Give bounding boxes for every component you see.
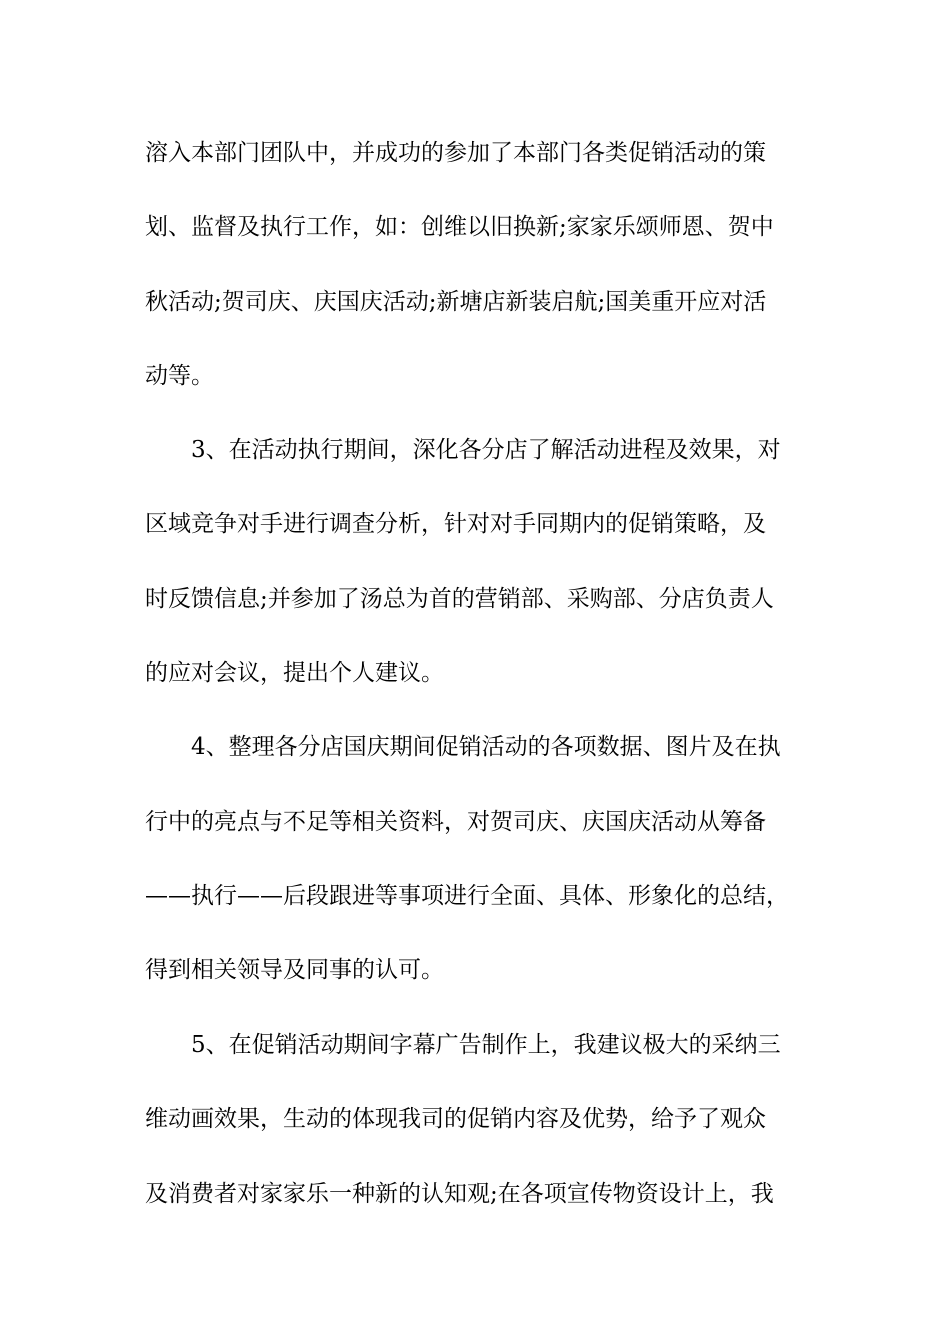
text-line-5: 3、在活动执行期间，深化各分店了解活动进程及效果，对 <box>191 437 781 463</box>
text-line-15: 及消费者对家家乐一种新的认知观;在各项宣传物资设计上，我 <box>145 1181 774 1207</box>
text-line-1: 溶入本部门团队中，并成功的参加了本部门各类促销活动的策 <box>145 140 766 166</box>
text-line-4: 动等。 <box>145 363 214 389</box>
text-line-12: 得到相关领导及同事的认可。 <box>145 957 444 983</box>
text-line-11: ——执行——后段跟进等事项进行全面、具体、形象化的总结， <box>145 883 789 909</box>
text-line-6: 区域竞争对手进行调查分析，针对对手同期内的促销策略，及 <box>145 511 766 537</box>
text-line-9: 4、整理各分店国庆期间促销活动的各项数据、图片及在执 <box>191 734 781 760</box>
text-line-2: 划、监督及执行工作，如：创维以旧换新;家家乐颂师恩、贺中 <box>145 214 774 240</box>
text-line-14: 维动画效果，生动的体现我司的促销内容及优势，给予了观众 <box>145 1106 766 1132</box>
text-line-13: 5、在促销活动期间字幕广告制作上，我建议极大的采纳三 <box>191 1032 781 1058</box>
text-line-3: 秋活动;贺司庆、庆国庆活动;新塘店新装启航;国美重开应对活 <box>145 289 767 315</box>
text-line-7: 时反馈信息;并参加了汤总为首的营销部、采购部、分店负责人 <box>145 586 774 612</box>
text-line-8: 的应对会议，提出个人建议。 <box>145 660 444 686</box>
text-line-10: 行中的亮点与不足等相关资料，对贺司庆、庆国庆活动从筹备 <box>145 809 766 835</box>
